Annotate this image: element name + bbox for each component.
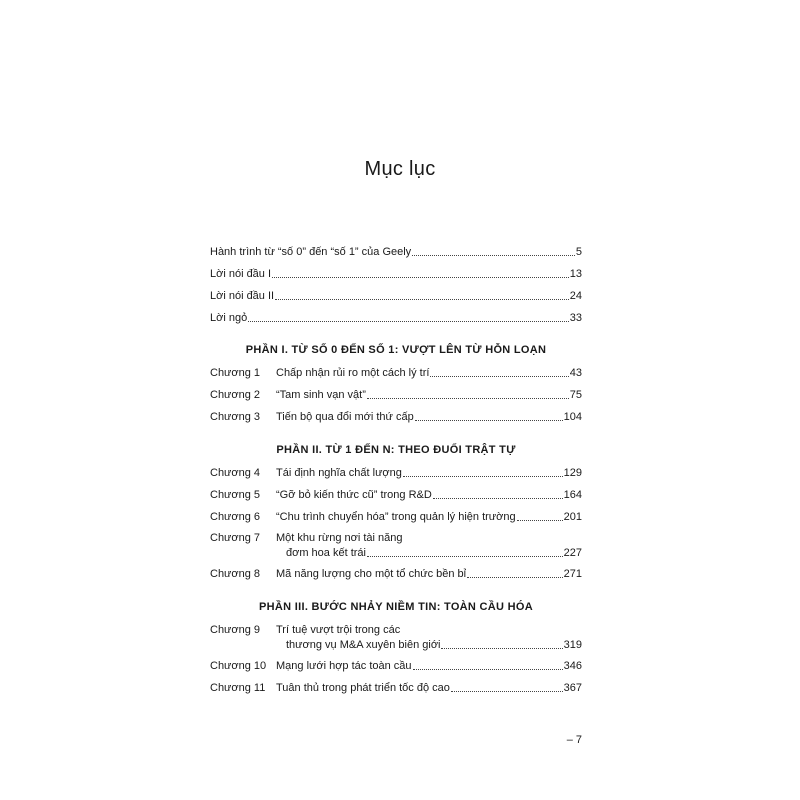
chapter-label: Chương 2 <box>210 389 261 401</box>
chapter-page: 104 <box>563 411 582 423</box>
chapter-title-continued: thương vụ M&A xuyên biên giới <box>286 639 441 651</box>
chapter-label: Chương 8 <box>210 568 261 580</box>
chapter-title: Tiến bộ qua đổi mới thứ cấp <box>276 411 414 423</box>
part-heading-2: PHẦN II. TỪ 1 ĐẾN N: THEO ĐUỔI TRẬT TỰ <box>276 444 516 456</box>
page-title: Mục lục <box>364 158 436 180</box>
dot-leader <box>433 498 563 499</box>
dot-leader <box>367 556 563 557</box>
chapter-title: Chấp nhận rủi ro một cách lý trí <box>276 367 430 379</box>
toc-entry-chapter-11[interactable] <box>210 681 582 695</box>
chapter-title: “Chu trình chuyển hóa” trong quản lý hiện trường <box>276 511 516 523</box>
toc-entry-chapter-4[interactable] <box>210 466 582 480</box>
part-heading-3: PHẦN III. BƯỚC NHẢY NIỀM TIN: TOÀN CẦU HÓA <box>259 601 533 613</box>
chapter-label: Chương 11 <box>210 682 266 694</box>
dot-leader <box>248 321 569 322</box>
dot-leader <box>367 398 569 399</box>
chapter-label: Chương 5 <box>210 489 261 501</box>
toc-entry-chapter-7[interactable] <box>210 531 582 560</box>
dot-leader <box>412 255 575 256</box>
toc-entry-chapter-5[interactable] <box>210 488 582 502</box>
toc-entry-chapter-6[interactable] <box>210 510 582 524</box>
chapter-page: 271 <box>563 568 582 580</box>
chapter-label: Chương 10 <box>210 660 267 672</box>
chapter-page: 129 <box>563 467 582 479</box>
chapter-page: 164 <box>563 489 582 501</box>
chapter-page: 319 <box>563 639 582 651</box>
chapter-title-continued: đơm hoa kết trái <box>286 547 366 559</box>
dot-leader <box>517 520 563 521</box>
page-number: – 7 <box>566 734 582 746</box>
chapter-page: 75 <box>569 389 582 401</box>
entry-title: Hành trình từ “số 0” đến “số 1” của Geely <box>210 246 412 258</box>
chapter-title: Tái định nghĩa chất lượng <box>276 467 402 479</box>
dot-leader <box>467 577 563 578</box>
dot-leader <box>451 691 563 692</box>
chapter-page: 43 <box>569 367 582 379</box>
chapter-label: Chương 1 <box>210 367 261 379</box>
entry-page: 33 <box>569 312 582 324</box>
chapter-title: Mạng lưới hợp tác toàn cầu <box>276 660 412 672</box>
chapter-title: Một khu rừng nơi tài năng <box>276 532 403 544</box>
chapter-label: Chương 4 <box>210 467 261 479</box>
dot-leader <box>275 299 569 300</box>
toc-entry-chapter-1[interactable] <box>210 366 582 380</box>
dot-leader <box>415 420 563 421</box>
toc-entry-front-2[interactable] <box>210 267 582 281</box>
entry-page: 13 <box>569 268 582 280</box>
chapter-label: Chương 7 <box>210 532 261 544</box>
part-heading-1: PHẦN I. TỪ SỐ 0 ĐẾN SỐ 1: VƯỢT LÊN TỪ HỖN LOẠN <box>245 344 547 356</box>
entry-page: 24 <box>569 290 582 302</box>
toc-entry-front-1[interactable] <box>210 245 582 259</box>
toc-entry-front-4[interactable] <box>210 311 582 325</box>
toc-entry-chapter-8[interactable] <box>210 567 582 581</box>
chapter-page: 367 <box>563 682 582 694</box>
chapter-page: 346 <box>563 660 582 672</box>
entry-title: Lời nói đầu I <box>210 268 272 280</box>
chapter-title: Tuân thủ trong phát triển tốc độ cao <box>276 682 450 694</box>
entry-title: Lời nói đầu II <box>210 290 275 302</box>
dot-leader <box>430 376 568 377</box>
toc-entry-chapter-10[interactable] <box>210 659 582 673</box>
chapter-title: Trí tuệ vượt trội trong các <box>276 624 401 636</box>
dot-leader <box>403 476 563 477</box>
chapter-title: Mã năng lượng cho một tổ chức bền bỉ <box>276 568 467 580</box>
dot-leader <box>441 648 562 649</box>
chapter-label: Chương 6 <box>210 511 261 523</box>
dot-leader <box>413 669 563 670</box>
toc-entry-chapter-2[interactable] <box>210 388 582 402</box>
chapter-label: Chương 3 <box>210 411 261 423</box>
entry-page: 5 <box>575 246 582 258</box>
dot-leader <box>272 277 569 278</box>
toc-entry-front-3[interactable] <box>210 289 582 303</box>
chapter-page: 201 <box>563 511 582 523</box>
entry-title: Lời ngỏ <box>210 312 248 324</box>
chapter-title: “Gỡ bỏ kiến thức cũ” trong R&D <box>276 489 432 501</box>
chapter-label: Chương 9 <box>210 624 261 636</box>
toc-entry-chapter-3[interactable] <box>210 410 582 424</box>
toc-entry-chapter-9[interactable] <box>210 623 582 652</box>
chapter-title: “Tam sinh vạn vật” <box>276 389 366 401</box>
chapter-page: 227 <box>563 547 582 559</box>
